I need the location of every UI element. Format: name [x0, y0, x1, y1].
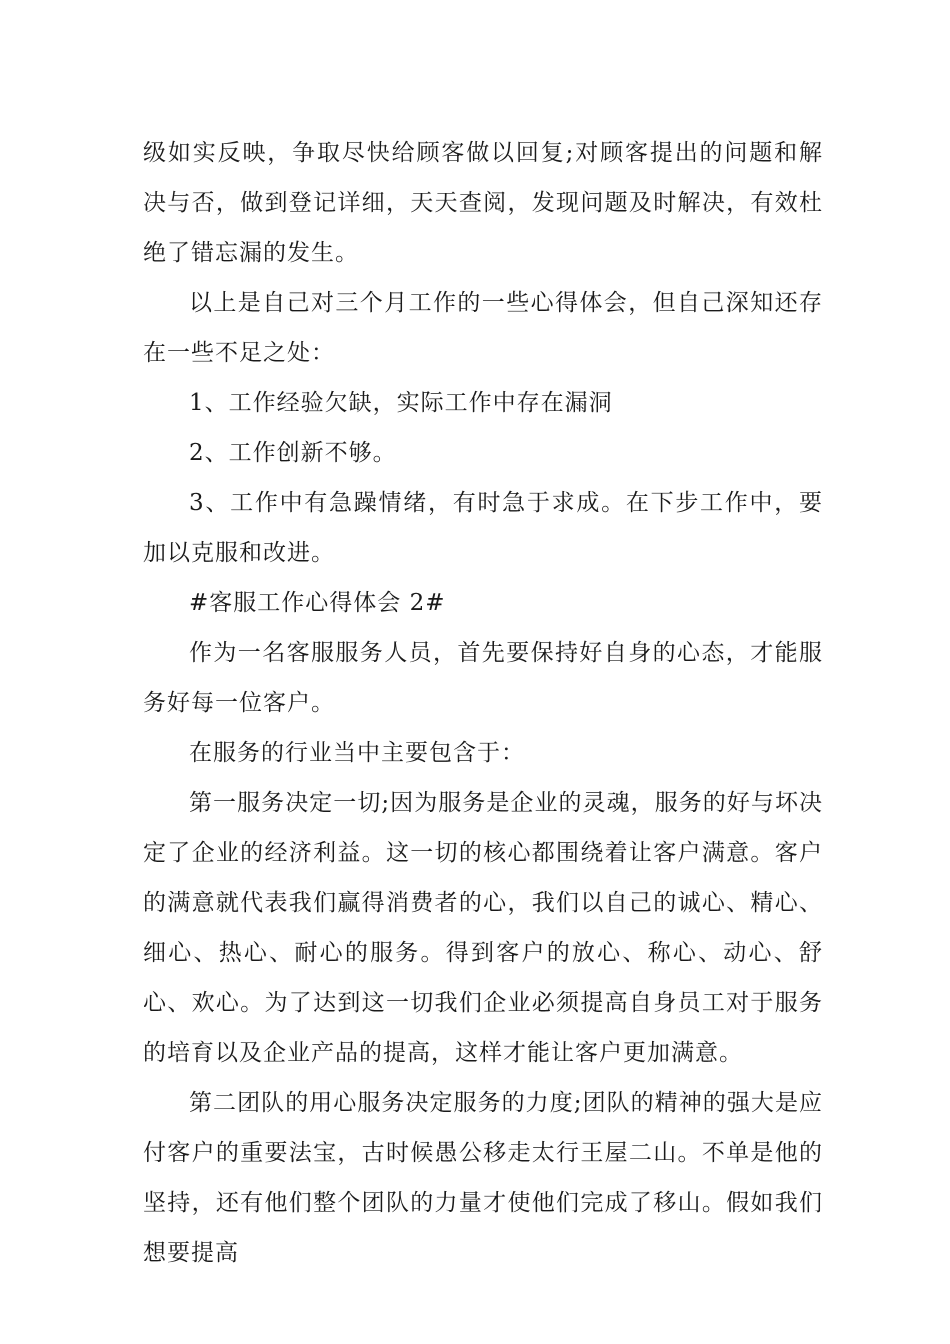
paragraph-service-industry: 在服务的行业当中主要包含于：	[189, 740, 525, 766]
paragraph-summary: 以上是自己对三个月工作的一些心得体会，但自己深知还存在一些不足之处：	[143, 290, 823, 366]
document-body	[143, 128, 823, 1278]
paragraph-point-1: 第一服务决定一切;因为服务是企业的灵魂，服务的好与坏决定了企业的经济利益。这一切的核心都围绕着让客户满意。客户的满意就代表我们赢得消费者的心，我们以自己的诚心、精心、细心、热心、耐心的服务。得到客户的放心、称心、动心、舒心、欢心。为了达到这一切我们企业必须提高自身员工对于服务的培育以及企业产品的提高，这样才能让客户更加满意。	[143, 790, 823, 1066]
list-item-3: 3、工作中有急躁情绪，有时急于求成。在下步工作中，要加以克服和改进。	[143, 490, 823, 566]
paragraph-continuation: 级如实反映，争取尽快给顾客做以回复;对顾客提出的问题和解决与否，做到登记详细，天天查阅，发现问题及时解决，有效杜绝了错忘漏的发生。	[143, 140, 823, 266]
section-heading: #客服工作心得体会 2#	[189, 590, 446, 616]
list-item-2: 2、工作创新不够。	[189, 440, 397, 466]
paragraph-point-2: 第二团队的用心服务决定服务的力度;团队的精神的强大是应付客户的重要法宝，古时候愚公移走太行王屋二山。不单是他的坚持，还有他们整个团队的力量才使他们完成了移山。假如我们想要提高	[143, 1090, 823, 1266]
paragraph-intro: 作为一名客服服务人员，首先要保持好自身的心态，才能服务好每一位客户。	[143, 640, 823, 716]
list-item-1: 1、工作经验欠缺，实际工作中存在漏洞	[189, 390, 613, 416]
